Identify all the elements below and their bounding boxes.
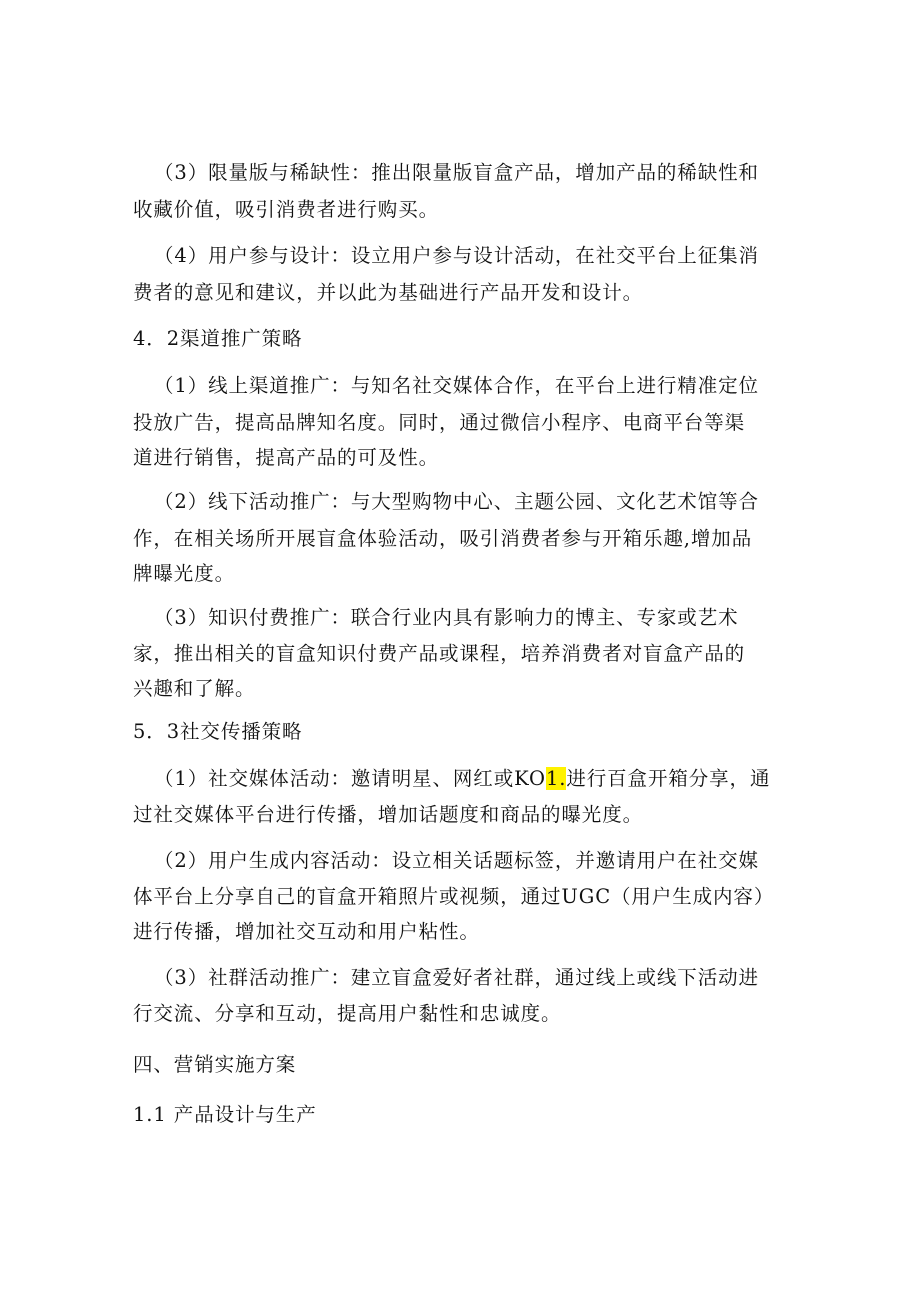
paragraph-paid-knowledge-line-1: （3）知识付费推广：联合行业内具有影响力的博主、专家或艺术 bbox=[154, 606, 739, 629]
paragraph-social-media-line-2: 过社交媒体平台进行传播，增加话题度和商品的曝光度。 bbox=[133, 803, 644, 826]
chapter-heading-marketing-plan: 四、营销实施方案 bbox=[133, 1053, 297, 1076]
paragraph-offline-event-line-1: （2）线下活动推广：与大型购物中心、主题公园、文化艺术馆等合 bbox=[154, 490, 759, 513]
section-heading-product-design: 1.1 产品设计与生产 bbox=[133, 1103, 317, 1126]
paragraph-online-channel-line-2: 投放广告，提高品牌知名度。同时，通过微信小程序、电商平台等渠 bbox=[133, 411, 746, 434]
paragraph-offline-event-line-2: 作，在相关场所开展盲盒体验活动，吸引消费者参与开箱乐趣,增加品 bbox=[133, 527, 753, 550]
paragraph-ugc-line-2: 体平台上分享自己的盲盒开箱照片或视频，通过UGC（用户生成内容） bbox=[133, 885, 775, 908]
highlighted-text: 1. bbox=[545, 767, 567, 790]
section-heading-social-spread: 5．3社交传播策略 bbox=[133, 720, 303, 743]
paragraph-paid-knowledge-line-3: 兴趣和了解。 bbox=[133, 677, 256, 700]
paragraph-user-design-line-1: （4）用户参与设计：设立用户参与设计活动，在社交平台上征集消 bbox=[154, 244, 759, 267]
paragraph-social-media-line-1 bbox=[154, 767, 770, 791]
paragraph-community-line-1: （3）社群活动推广：建立盲盒爱好者社群，通过线上或线下活动进 bbox=[154, 966, 759, 989]
paragraph-limited-edition-line-1: （3）限量版与稀缺性：推出限量版盲盒产品，增加产品的稀缺性和 bbox=[154, 161, 759, 184]
paragraph-ugc-line-3: 进行传播，增加社交互动和用户粘性。 bbox=[133, 920, 480, 943]
section-heading-channel-promotion: 4．2渠道推广策略 bbox=[133, 327, 303, 350]
paragraph-online-channel-line-1: （1）线上渠道推广：与知名社交媒体合作，在平台上进行精准定位 bbox=[154, 374, 759, 397]
paragraph-user-design-line-2: 费者的意见和建议，并以此为基础进行产品开发和设计。 bbox=[133, 281, 644, 304]
paragraph-ugc-line-1: （2）用户生成内容活动：设立相关话题标签，并邀请用户在社交媒 bbox=[154, 849, 759, 872]
paragraph-limited-edition-line-2: 收藏价值，吸引消费者进行购买。 bbox=[133, 198, 440, 221]
social-media-text-part-2: 进行百盒开箱分享，通 bbox=[566, 767, 771, 790]
paragraph-community-line-2: 行交流、分享和互动，提高用户黏性和忠诚度。 bbox=[133, 1002, 562, 1025]
paragraph-paid-knowledge-line-2: 家，推出相关的盲盒知识付费产品或课程，培养消费者对盲盒产品的 bbox=[133, 642, 746, 665]
social-media-text-part-1: （1）社交媒体活动：邀请明星、网红或KO bbox=[154, 767, 546, 790]
paragraph-offline-event-line-3: 牌曝光度。 bbox=[133, 562, 236, 585]
paragraph-online-channel-line-3: 道进行销售，提高产品的可及性。 bbox=[133, 446, 440, 469]
